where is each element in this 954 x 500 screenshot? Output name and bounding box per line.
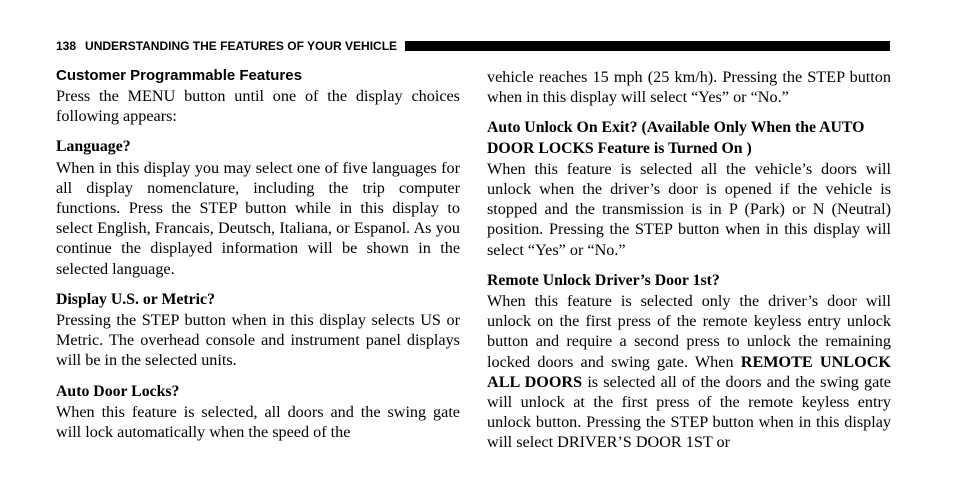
right-column xyxy=(487,67,891,453)
language-paragraph: When in this display you may select one of five languages for all display nomenclature, including the trip computer functions. Press the STEP button while in this display to select English, Francais, Deutsch, Italiana, or Espanol. As you continue the displayed information will be shown in the selected language. xyxy=(56,158,460,278)
units-heading: Display U.S. or Metric? xyxy=(56,290,215,308)
page-header xyxy=(56,37,890,55)
units-paragraph: Pressing the STEP button when in this display selects US or Metric. The overhead console and instrument panel displays will be in the selected units. xyxy=(56,311,460,370)
remote-unlock-all-doors: REMOTE UNLOCK ALL DOORS xyxy=(487,352,891,391)
remote-text-1: When this feature is selected only the driver’s door will unlock on the first press of the remote keyless entry unlock button and require a second press to unlock the remaining locked doors and swing gate. When xyxy=(487,292,891,371)
remote-unlock-paragraph xyxy=(487,291,891,453)
auto-lock-continued: vehicle reaches 15 mph (25 km/h). Pressing the STEP button when in this display will select “Yes” or “No.” xyxy=(487,68,891,107)
header-rule xyxy=(405,41,890,51)
section-title: UNDERSTANDING THE FEATURES OF YOUR VEHICLE xyxy=(85,39,398,53)
page-number: 138 xyxy=(56,39,77,53)
auto-unlock-heading: Auto Unlock On Exit? (Available Only When the AUTO DOOR LOCKS Feature is Turned On ) xyxy=(487,119,865,157)
auto-unlock-paragraph: When this feature is selected all the vehicle’s doors will unlock when the driver’s door is opened if the vehicle is stopped and the transmission is in P (Park) or N (Neutral) position. Pressing the STEP button when in this display will select “Yes” or “No.” xyxy=(487,159,891,259)
language-heading: Language? xyxy=(56,138,131,156)
intro-paragraph: Press the MENU button until one of the display choices following appears: xyxy=(56,87,460,126)
remote-unlock-heading: Remote Unlock Driver’s Door 1st? xyxy=(487,271,720,289)
auto-lock-heading: Auto Door Locks? xyxy=(56,382,180,400)
remote-text-2: is selected all of the doors and the swing gate will unlock at the first press of the remote keyless entry unlock button. Pressing the STEP button when in this display will select DRIVER’S DOOR 1ST or xyxy=(487,372,891,452)
auto-lock-paragraph: When this feature is selected, all doors and the swing gate will lock automatically when the speed of the xyxy=(56,402,460,442)
section-heading: Customer Programmable Features xyxy=(56,67,302,84)
left-column xyxy=(56,66,460,442)
